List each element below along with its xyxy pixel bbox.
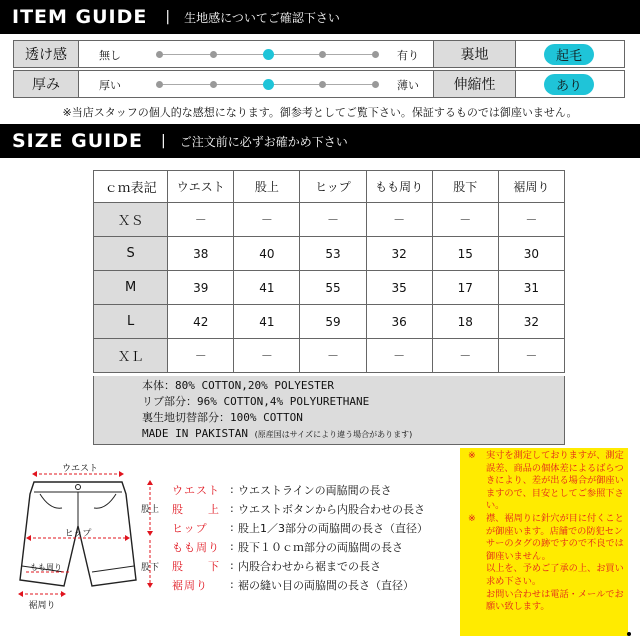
notice-text: 襟、裾周りに針穴が目に付くことが御座います。店舗での防犯センサーのタグの跡ですので不良では御座いません。 xyxy=(486,512,624,562)
size-label: ＸＳ xyxy=(94,203,168,237)
legend-desc: 股下１０ｃｍ部分の両脇間の長さ xyxy=(238,540,403,554)
table-cell: 55 xyxy=(300,271,366,305)
table-cell: － xyxy=(498,339,564,373)
inseam-label: 股下 xyxy=(140,563,160,573)
scale-dot-selected xyxy=(263,49,274,60)
table-cell: － xyxy=(366,203,432,237)
table-cell: 31 xyxy=(498,271,564,305)
scale-right-label: 有り xyxy=(397,49,419,62)
legend-desc: 内股合わせから裾までの長さ xyxy=(238,559,381,573)
notice-item xyxy=(468,450,624,513)
size-label: L xyxy=(94,305,168,339)
thickness-scale xyxy=(79,70,434,98)
size-table-header-row xyxy=(94,171,565,203)
table-cell: 41 xyxy=(234,305,300,339)
table-cell: 30 xyxy=(498,237,564,271)
legend-key: ヒップ xyxy=(172,521,208,535)
scale-dot xyxy=(319,81,326,88)
table-cell: － xyxy=(234,339,300,373)
size-guide-header xyxy=(0,124,640,158)
table-cell: － xyxy=(432,203,498,237)
item-guide-note: ※当店スタッフの個人的な感想になります。御参考としてご覧下さい。保証するものでは御座いません。 xyxy=(62,106,578,119)
legend-key: 股 下 xyxy=(172,559,220,573)
table-row xyxy=(94,271,565,305)
header-inseam: 股下 xyxy=(432,171,498,203)
header-rise: 股上 xyxy=(234,171,300,203)
shorts-drawing-icon xyxy=(10,452,170,640)
size-label: M xyxy=(94,271,168,305)
header-hem: 裾周り xyxy=(498,171,564,203)
list-item: 股 上 : ウエストボタンから内股合わせの長さ xyxy=(172,502,425,516)
legend-desc: 裾の縫い目の両脇間の長さ（直径） xyxy=(238,578,414,592)
hip-label: ヒップ xyxy=(64,529,92,539)
table-cell: 38 xyxy=(168,237,234,271)
legend-key: 裾周り xyxy=(172,578,208,592)
size-guide-subtitle: ご注文前に必ずお確かめ下さい xyxy=(179,134,348,149)
legend-key: もも周り xyxy=(172,540,220,554)
legend-key: 股 上 xyxy=(172,502,220,516)
table-row xyxy=(94,237,565,271)
notice-mark: ※ xyxy=(468,450,476,461)
table-cell: 18 xyxy=(432,305,498,339)
item-guide-header xyxy=(0,0,640,34)
scale-left-label: 厚い xyxy=(99,79,121,92)
item-guide-subtitle: 生地感についてご確認下さい xyxy=(184,10,340,25)
origin-note: (原産国はサイズにより違う場合があります) xyxy=(254,430,413,439)
scale-dot xyxy=(156,81,163,88)
table-cell: － xyxy=(168,203,234,237)
notice-box xyxy=(460,448,628,636)
lining-value-cell xyxy=(516,40,625,68)
table-cell: 53 xyxy=(300,237,366,271)
hem-label: 裾周り xyxy=(28,601,56,611)
scale-right-label: 薄い xyxy=(397,79,419,92)
table-cell: － xyxy=(168,339,234,373)
size-guide-separator: | xyxy=(160,133,166,149)
notice-text: 実寸を測定しておりますが、測定誤差、商品の個体差によるばらつきにより、差が出る場合が御座いますので、目安としてご参照下さい。 xyxy=(486,450,624,512)
stretch-label: 伸縮性 xyxy=(434,70,516,98)
scale-left-label: 無し xyxy=(99,49,121,62)
list-item: 股 下 : 内股合わせから裾までの長さ xyxy=(172,559,381,573)
legend-key: ウエスト xyxy=(172,483,220,497)
header-waist: ウエスト xyxy=(168,171,234,203)
item-guide-title: ITEM GUIDE xyxy=(12,6,148,28)
legend-desc: ウエストラインの両脇間の長さ xyxy=(238,483,392,497)
table-cell: 32 xyxy=(366,237,432,271)
table-cell: 42 xyxy=(168,305,234,339)
table-cell: 17 xyxy=(432,271,498,305)
table-cell: 59 xyxy=(300,305,366,339)
scale-dot xyxy=(210,81,217,88)
table-cell: 32 xyxy=(498,305,564,339)
notice-text: お問い合わせは電話・メールでお願い致します。 xyxy=(486,588,624,613)
header-cm: ｃｍ表記 xyxy=(94,171,168,203)
table-cell: 41 xyxy=(234,271,300,305)
corner-dot xyxy=(627,632,631,636)
measurement-legend xyxy=(172,480,462,594)
lining-value-badge: 起毛 xyxy=(544,44,594,65)
material-body: 本体：80% COTTON,20% POLYESTER xyxy=(142,379,334,392)
table-row xyxy=(94,339,565,373)
stretch-value-cell xyxy=(516,70,625,98)
table-cell: 36 xyxy=(366,305,432,339)
table-cell: － xyxy=(234,203,300,237)
item-guide-panel xyxy=(13,40,625,98)
table-cell: 39 xyxy=(168,271,234,305)
table-cell: 35 xyxy=(366,271,432,305)
item-guide-separator: | xyxy=(165,9,171,25)
material-lining: 裏生地切替部分：100% COTTON xyxy=(142,411,303,424)
size-label: ＸＬ xyxy=(94,339,168,373)
sheerness-scale xyxy=(79,40,434,68)
rise-label: 股上 xyxy=(140,505,160,515)
scale-dot xyxy=(210,51,217,58)
shorts-illustration xyxy=(10,452,170,640)
thickness-label: 厚み xyxy=(13,70,79,98)
notice-item xyxy=(468,513,624,563)
thigh-label: もも周り xyxy=(30,563,62,572)
table-cell: － xyxy=(366,339,432,373)
list-item: ウエスト : ウエストラインの両脇間の長さ xyxy=(172,483,392,497)
legend-desc: 股上1／3部分の両脇間の長さ（直径） xyxy=(238,521,428,535)
scale-dot xyxy=(372,51,379,58)
header-thigh: もも周り xyxy=(366,171,432,203)
thickness-row xyxy=(13,70,625,98)
size-guide-title: SIZE GUIDE xyxy=(12,130,143,152)
scale-dot xyxy=(319,51,326,58)
material-info xyxy=(93,376,565,445)
stretch-value-badge: あり xyxy=(544,74,594,95)
table-cell: － xyxy=(432,339,498,373)
material-rib: リブ部分：96% COTTON,4% POLYURETHANE xyxy=(142,395,370,408)
origin-text: MADE IN PAKISTAN xyxy=(142,427,248,440)
header-hip: ヒップ xyxy=(300,171,366,203)
table-row xyxy=(94,203,565,237)
lining-label: 裏地 xyxy=(434,40,516,68)
sheerness-row xyxy=(13,40,625,68)
table-cell: － xyxy=(498,203,564,237)
size-label: S xyxy=(94,237,168,271)
waist-label: ウエスト xyxy=(61,464,99,474)
scale-dot-selected xyxy=(263,79,274,90)
notice-text: 以上を、予めご了承の上、お買い求め下さい。 xyxy=(486,563,624,587)
legend-desc: ウエストボタンから内股合わせの長さ xyxy=(238,502,425,516)
scale-dot xyxy=(156,51,163,58)
list-item: 裾周り : 裾の縫い目の両脇間の長さ（直径） xyxy=(172,578,414,592)
sheerness-label: 透け感 xyxy=(13,40,79,68)
material-origin xyxy=(142,426,564,443)
scale-dot xyxy=(372,81,379,88)
list-item: もも周り : 股下１０ｃｍ部分の両脇間の長さ xyxy=(172,540,403,554)
table-cell: － xyxy=(300,339,366,373)
table-cell: － xyxy=(300,203,366,237)
list-item: ヒップ : 股上1／3部分の両脇間の長さ（直径） xyxy=(172,521,428,535)
table-row xyxy=(94,305,565,339)
table-cell: 15 xyxy=(432,237,498,271)
notice-mark: ※ xyxy=(468,512,476,524)
table-cell: 40 xyxy=(234,237,300,271)
size-table xyxy=(93,170,565,373)
